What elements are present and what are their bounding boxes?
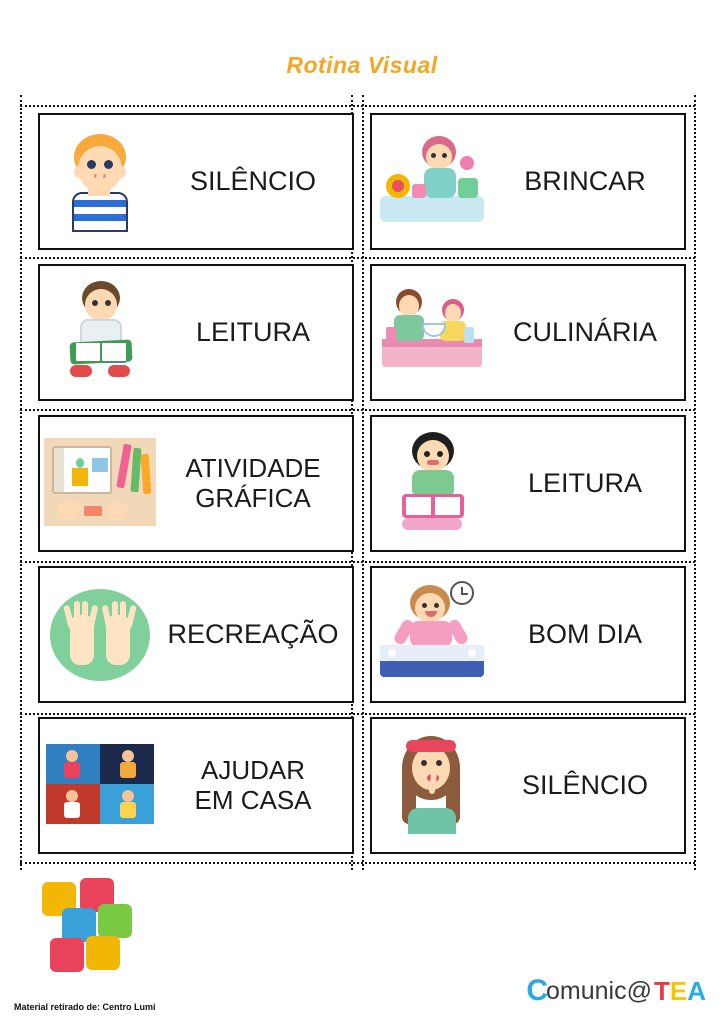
boy-reading-book-icon xyxy=(40,270,160,395)
routine-card-leitura-boy[interactable] xyxy=(38,264,354,401)
page-title: Rotina Visual xyxy=(286,52,438,78)
routine-card-ajudar-em-casa[interactable] xyxy=(38,717,354,854)
card-label: LEITURA xyxy=(527,468,643,499)
card-label: RECREAÇÃO xyxy=(167,619,339,650)
card-label-line2: GRÁFICA xyxy=(195,482,311,513)
cut-guide-vertical-left xyxy=(20,95,22,870)
card-label: CULINÁRIA xyxy=(512,317,658,348)
brand-tea-letter: T xyxy=(653,976,670,1006)
hands-green-circle-icon xyxy=(40,572,160,697)
cut-guide-horizontal xyxy=(20,105,695,107)
brand-tea xyxy=(654,978,706,1004)
woman-shushing-icon xyxy=(372,723,492,848)
girl-waking-up-icon xyxy=(372,572,492,697)
card-label xyxy=(160,756,352,814)
card-label-line1: AJUDAR xyxy=(200,755,305,786)
card-label xyxy=(160,454,352,512)
brand-tea-letter: E xyxy=(669,976,688,1006)
girl-playing-toys-icon xyxy=(372,119,492,244)
footer-credit: Material retirado de: Centro Lumi xyxy=(14,1002,156,1012)
brand-c-letter: C xyxy=(526,974,548,1007)
girl-reading-book-icon xyxy=(372,421,492,546)
card-label: BRINCAR xyxy=(524,166,646,197)
routine-card-atividade-grafica[interactable] xyxy=(38,415,354,552)
cut-guide-horizontal xyxy=(20,862,695,864)
boy-shushing-icon xyxy=(40,119,160,244)
routine-card-leitura-girl[interactable] xyxy=(370,415,686,552)
drawing-materials-icon xyxy=(40,421,160,546)
puzzle-logo-icon xyxy=(40,878,136,974)
routine-card-brincar[interactable] xyxy=(370,113,686,250)
kids-chores-grid-icon xyxy=(40,723,160,848)
routine-card-recreacao[interactable] xyxy=(38,566,354,703)
card-label: BOM DIA xyxy=(527,619,642,650)
brand-tea-letter: A xyxy=(687,976,706,1006)
card-grid xyxy=(38,113,686,854)
routine-card-bom-dia[interactable] xyxy=(370,566,686,703)
routine-card-silencio-boy[interactable] xyxy=(38,113,354,250)
mother-child-cooking-icon xyxy=(372,270,492,395)
brand-logo xyxy=(526,974,706,1008)
card-label: SILÊNCIO xyxy=(521,770,649,801)
card-label: LEITURA xyxy=(195,317,311,348)
card-label-line1: ATIVIDADE xyxy=(185,453,321,484)
card-label-line2: EM CASA xyxy=(194,784,312,815)
card-label: SILÊNCIO xyxy=(189,166,317,197)
routine-card-silencio-woman[interactable] xyxy=(370,717,686,854)
routine-card-culinaria[interactable] xyxy=(370,264,686,401)
brand-word: omunic@ xyxy=(546,976,652,1005)
cut-guide-vertical-right xyxy=(694,95,696,870)
